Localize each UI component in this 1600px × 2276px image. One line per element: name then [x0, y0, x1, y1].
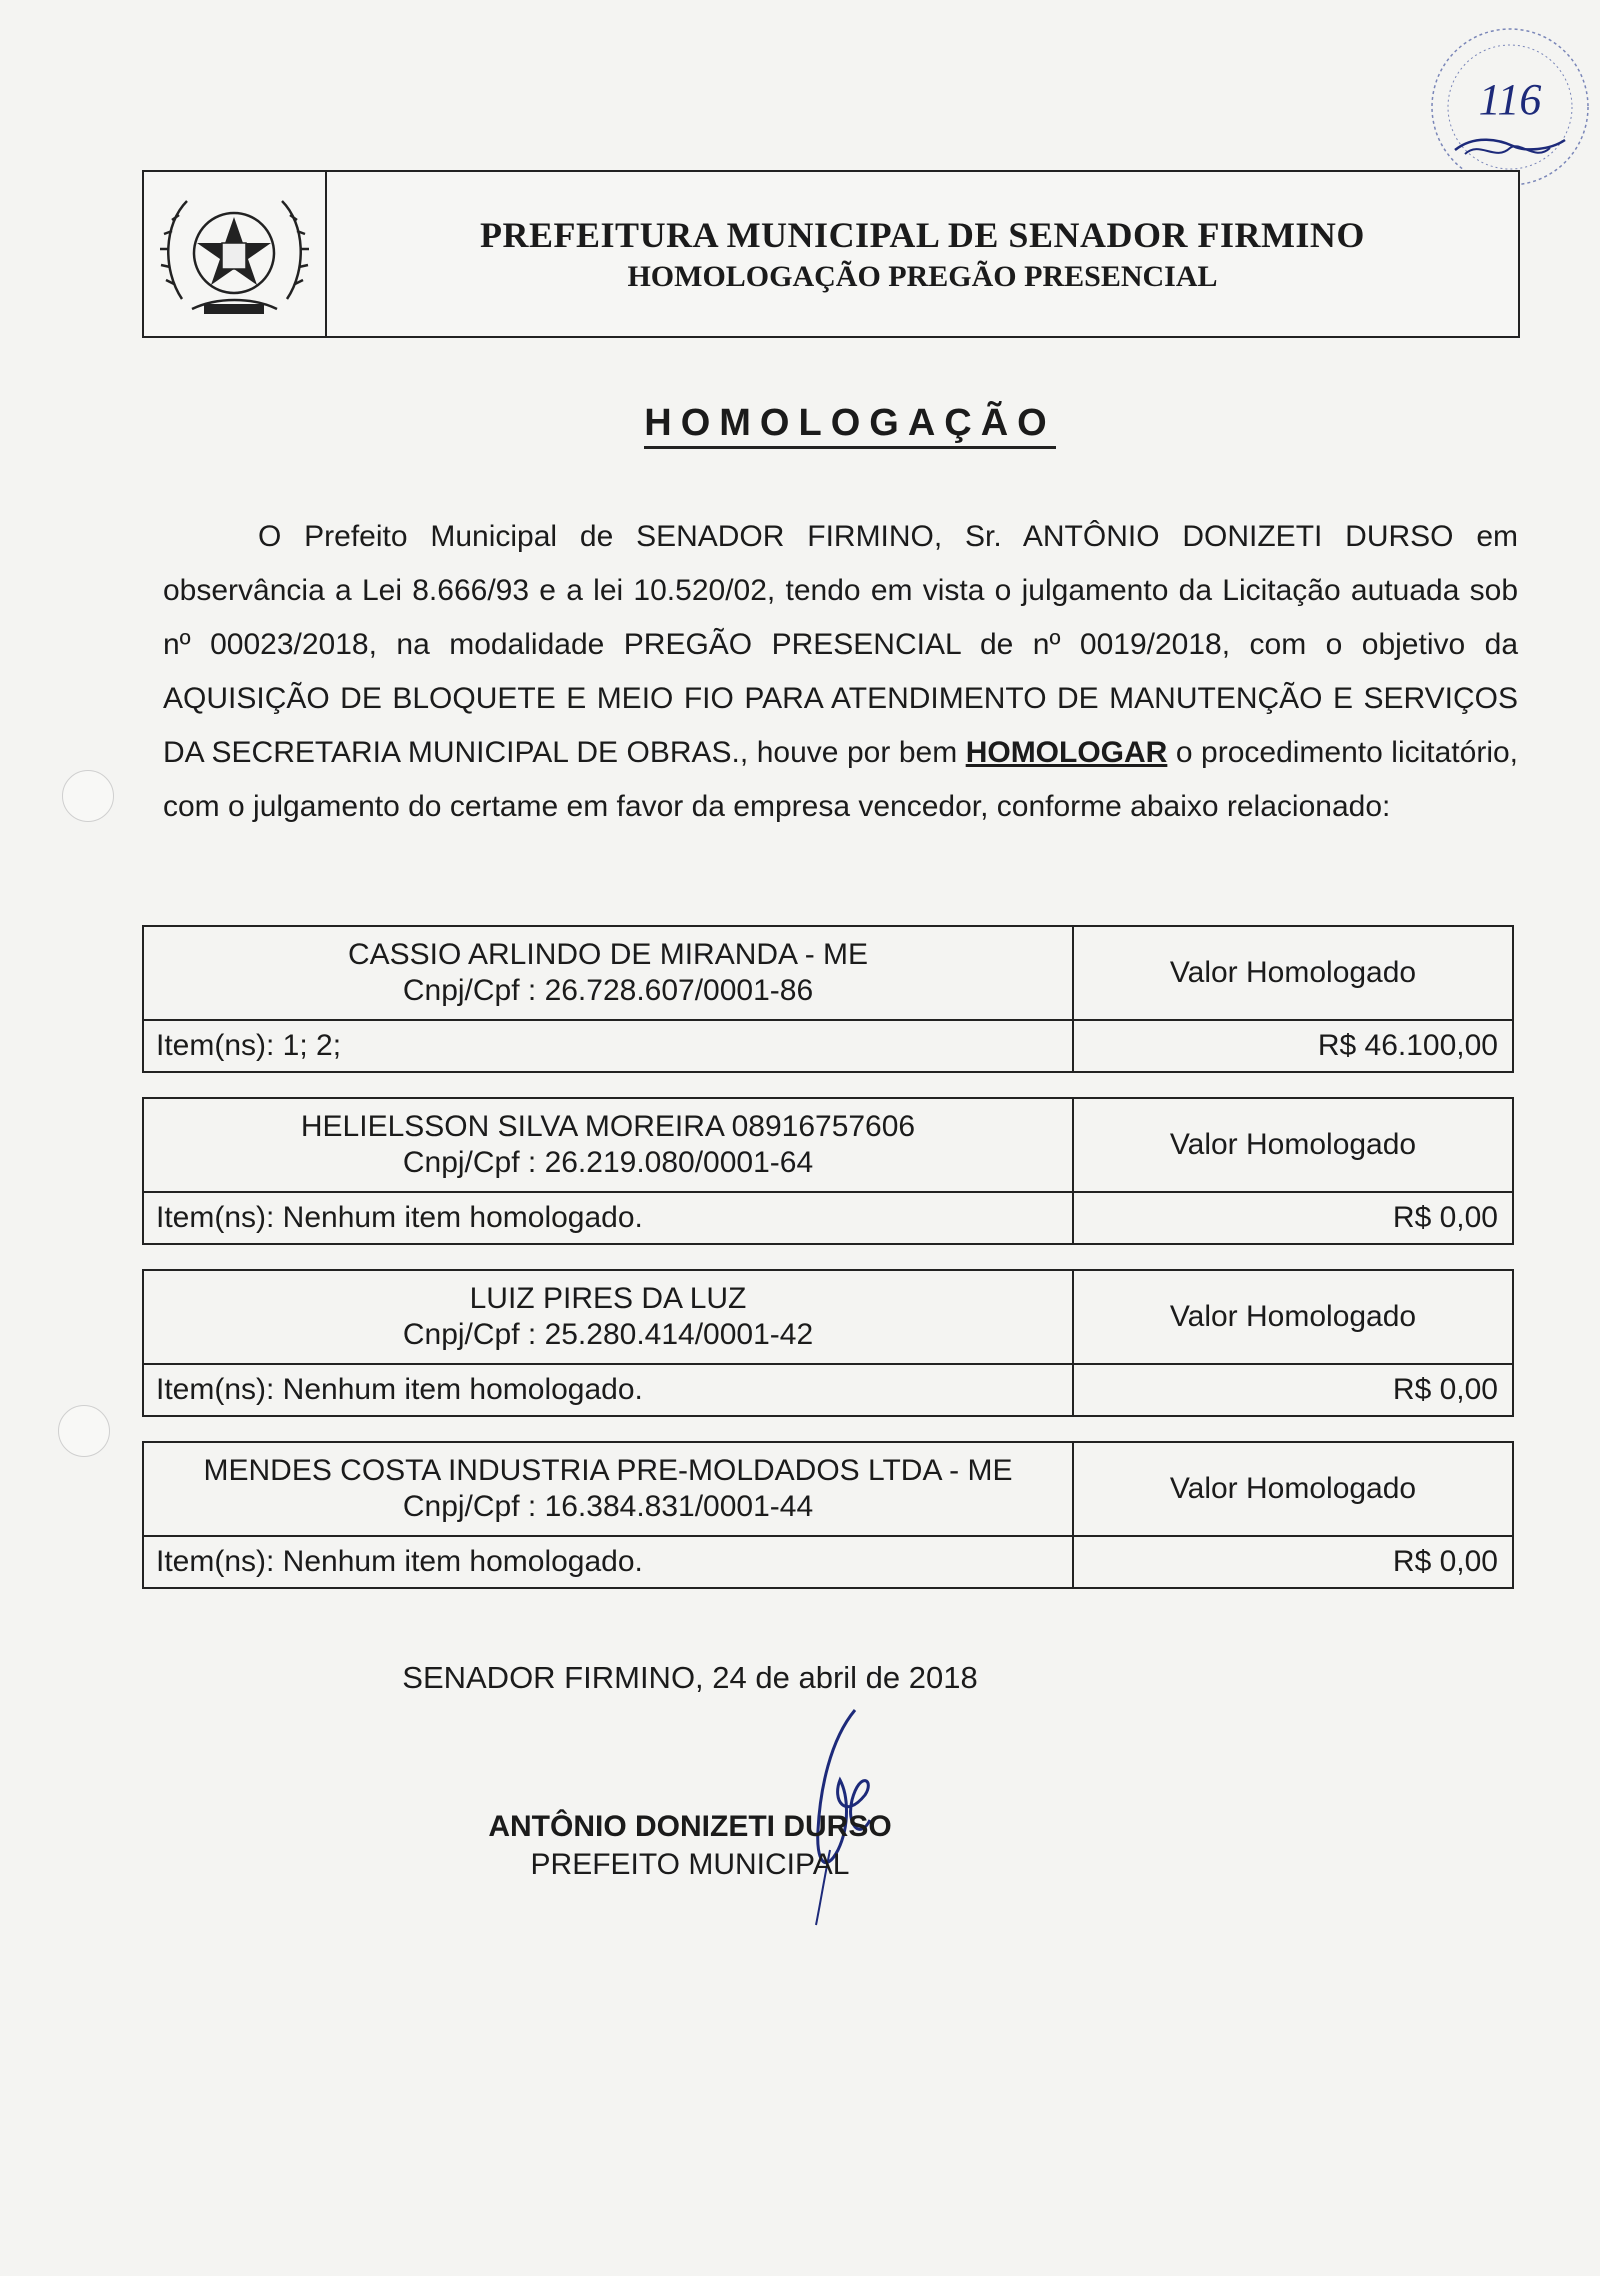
document-title — [0, 402, 1600, 445]
header-text — [327, 172, 1518, 336]
vendor-table — [142, 1269, 1514, 1417]
vendor-name: LUIZ PIRES DA LUZ — [469, 1282, 747, 1315]
commission-stamp — [1425, 22, 1595, 192]
vendor-cnpj: Cnpj/Cpf : 26.728.607/0001-86 — [402, 974, 814, 1007]
homologar-emphasis: HOMOLOGAR — [965, 736, 1168, 769]
vendor-items: Item(ns): Nenhum item homologado. — [144, 1537, 1074, 1587]
vendor-value: R$ 0,00 — [1392, 1201, 1498, 1234]
place-date: SENADOR FIRMINO, 24 de abril de 2018 — [402, 1660, 978, 1695]
vendor-items: Item(ns): Nenhum item homologado. — [144, 1193, 1074, 1243]
vendor-table — [142, 1097, 1514, 1245]
vendor-items: Item(ns): Nenhum item homologado. — [144, 1365, 1074, 1415]
vendor-name: CASSIO ARLINDO DE MIRANDA - ME — [347, 938, 869, 971]
punch-hole — [62, 770, 114, 822]
vendor-identity — [144, 927, 1074, 1021]
vendor-cnpj: Cnpj/Cpf : 26.219.080/0001-64 — [402, 1146, 814, 1179]
signer-name: ANTÔNIO DONIZETI DURSO — [488, 1810, 892, 1843]
vendor-cnpj: Cnpj/Cpf : 25.280.414/0001-42 — [402, 1318, 814, 1351]
value-label: Valor Homologado — [1074, 927, 1512, 1021]
signer-block — [0, 1808, 1380, 1884]
vendor-table — [142, 925, 1514, 1073]
stamp-seal-icon — [1425, 22, 1595, 192]
header-subtitle: HOMOLOGAÇÃO PREGÃO PRESENCIAL — [627, 260, 1218, 293]
value-label: Valor Homologado — [1074, 1443, 1512, 1537]
value-label: Valor Homologado — [1074, 1271, 1512, 1365]
vendor-table — [142, 1441, 1514, 1589]
vendor-value: R$ 0,00 — [1392, 1373, 1498, 1406]
body-text-part1: O Prefeito Municipal de SENADOR FIRMINO, Sr. ANTÔNIO DONIZETI DURSO em observância a Lei 8.666/93 e a lei 10.520/02, tendo em vista o julgamento da Licitação autuada sob nº 00023/2018, na modalidade PREGÃO PRESENCIAL de nº 0019/2018, com o objetivo da AQUISIÇÃO DE BLOQUETE E MEIO FIO PARA ATENDIMENTO DE MANUTENÇÃO E SERVIÇOS DA SECRETARIA MUNICIPAL DE OBRAS., houve por bem — [163, 520, 1518, 769]
header-box — [142, 170, 1520, 338]
vendor-items: Item(ns): 1; 2; — [144, 1021, 1074, 1071]
header-title: PREFEITURA MUNICIPAL DE SENADOR FIRMINO — [480, 215, 1365, 255]
document-title-text: HOMOLOGAÇÃO — [644, 402, 1055, 449]
municipal-crest-icon — [152, 179, 317, 329]
vendor-identity — [144, 1099, 1074, 1193]
signer-role: PREFEITO MUNICIPAL — [530, 1848, 850, 1881]
vendor-value: R$ 0,00 — [1392, 1545, 1498, 1578]
vendor-identity — [144, 1443, 1074, 1537]
vendor-name: MENDES COSTA INDUSTRIA PRE-MOLDADOS LTDA - ME — [203, 1454, 1013, 1487]
crest-cell — [144, 172, 327, 336]
vendor-name: HELIELSSON SILVA MOREIRA 08916757606 — [300, 1110, 916, 1143]
body-paragraph — [163, 510, 1518, 834]
vendor-identity — [144, 1271, 1074, 1365]
value-label: Valor Homologado — [1074, 1099, 1512, 1193]
punch-hole — [58, 1405, 110, 1457]
vendor-value: R$ 46.100,00 — [1317, 1029, 1498, 1062]
vendor-cnpj: Cnpj/Cpf : 16.384.831/0001-44 — [402, 1490, 814, 1523]
body-text-part2: o procedimento licitatório, com o julgamento do certame em favor da empresa vencedor, conforme abaixo relacionado: — [163, 736, 1519, 823]
stamp-number: 116 — [1478, 75, 1542, 124]
